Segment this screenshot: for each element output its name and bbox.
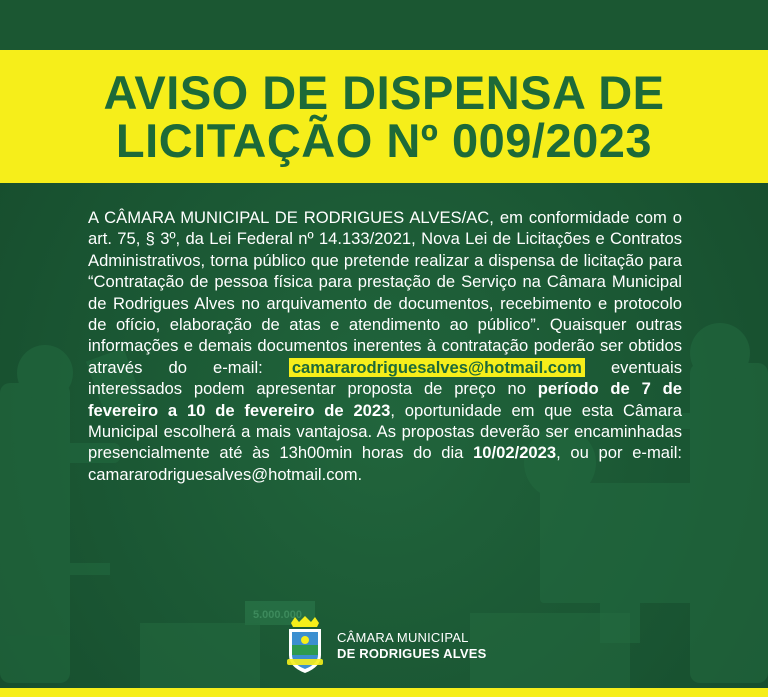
footer-line-2: DE RODRIGUES ALVES: [337, 646, 487, 661]
sign-text: 5.000.000: [253, 609, 302, 621]
municipal-crest-icon: [283, 615, 327, 677]
title-line-1: AVISO DE DISPENSA DE: [103, 65, 665, 119]
footer-line-1: CÂMARA MUNICIPAL: [337, 630, 469, 645]
bottom-bar: [0, 688, 768, 697]
body-paragraph-3: , oportunidade em que esta Câmara Municipal escolherá a mais vantajosa. As propostas deverão ser encaminhadas presencialmente até às 13h00min horas do dia: [88, 400, 682, 463]
body-paragraph-4: , ou por e-mail: camararodriguesalves@hotmail.com.: [88, 443, 682, 484]
title-line-2: LICITAÇÃO Nº 009/2023: [115, 113, 653, 167]
title-banner: [0, 50, 768, 183]
notice-body: [88, 207, 682, 485]
footer-brand: [283, 615, 487, 677]
deadline-date: 10/02/2023: [473, 443, 557, 463]
period-text: período de 7 de fevereiro a 10 de fevereiro de 2023: [88, 379, 682, 420]
top-band: [0, 0, 768, 50]
email-link-highlighted[interactable]: camararodriguesalves@hotmail.com: [289, 358, 585, 377]
body-paragraph-2: eventuais interessados podem apresentar proposta de preço no: [88, 357, 682, 399]
body-paragraph-1: A CÂMARA MUNICIPAL DE RODRIGUES ALVES/AC, em conformidade com o art. 75, § 3º, da Lei Federal nº 14.133/2021, Nova Lei de Licitações e Contratos Administrativos, torna público que pretende realizar a dispensa de licitação para “Contratação de pessoa física para prestação de Serviço na Câmara Municipal de Rodrigues Alves no arquivamento de documentos, recebimento e protocolo de ofício, elaboração de atas e atendimento ao público”. Quaisquer outras informações e demais documentos inerentes à contratação poderão ser obtidos através do e-mail:: [88, 208, 682, 377]
